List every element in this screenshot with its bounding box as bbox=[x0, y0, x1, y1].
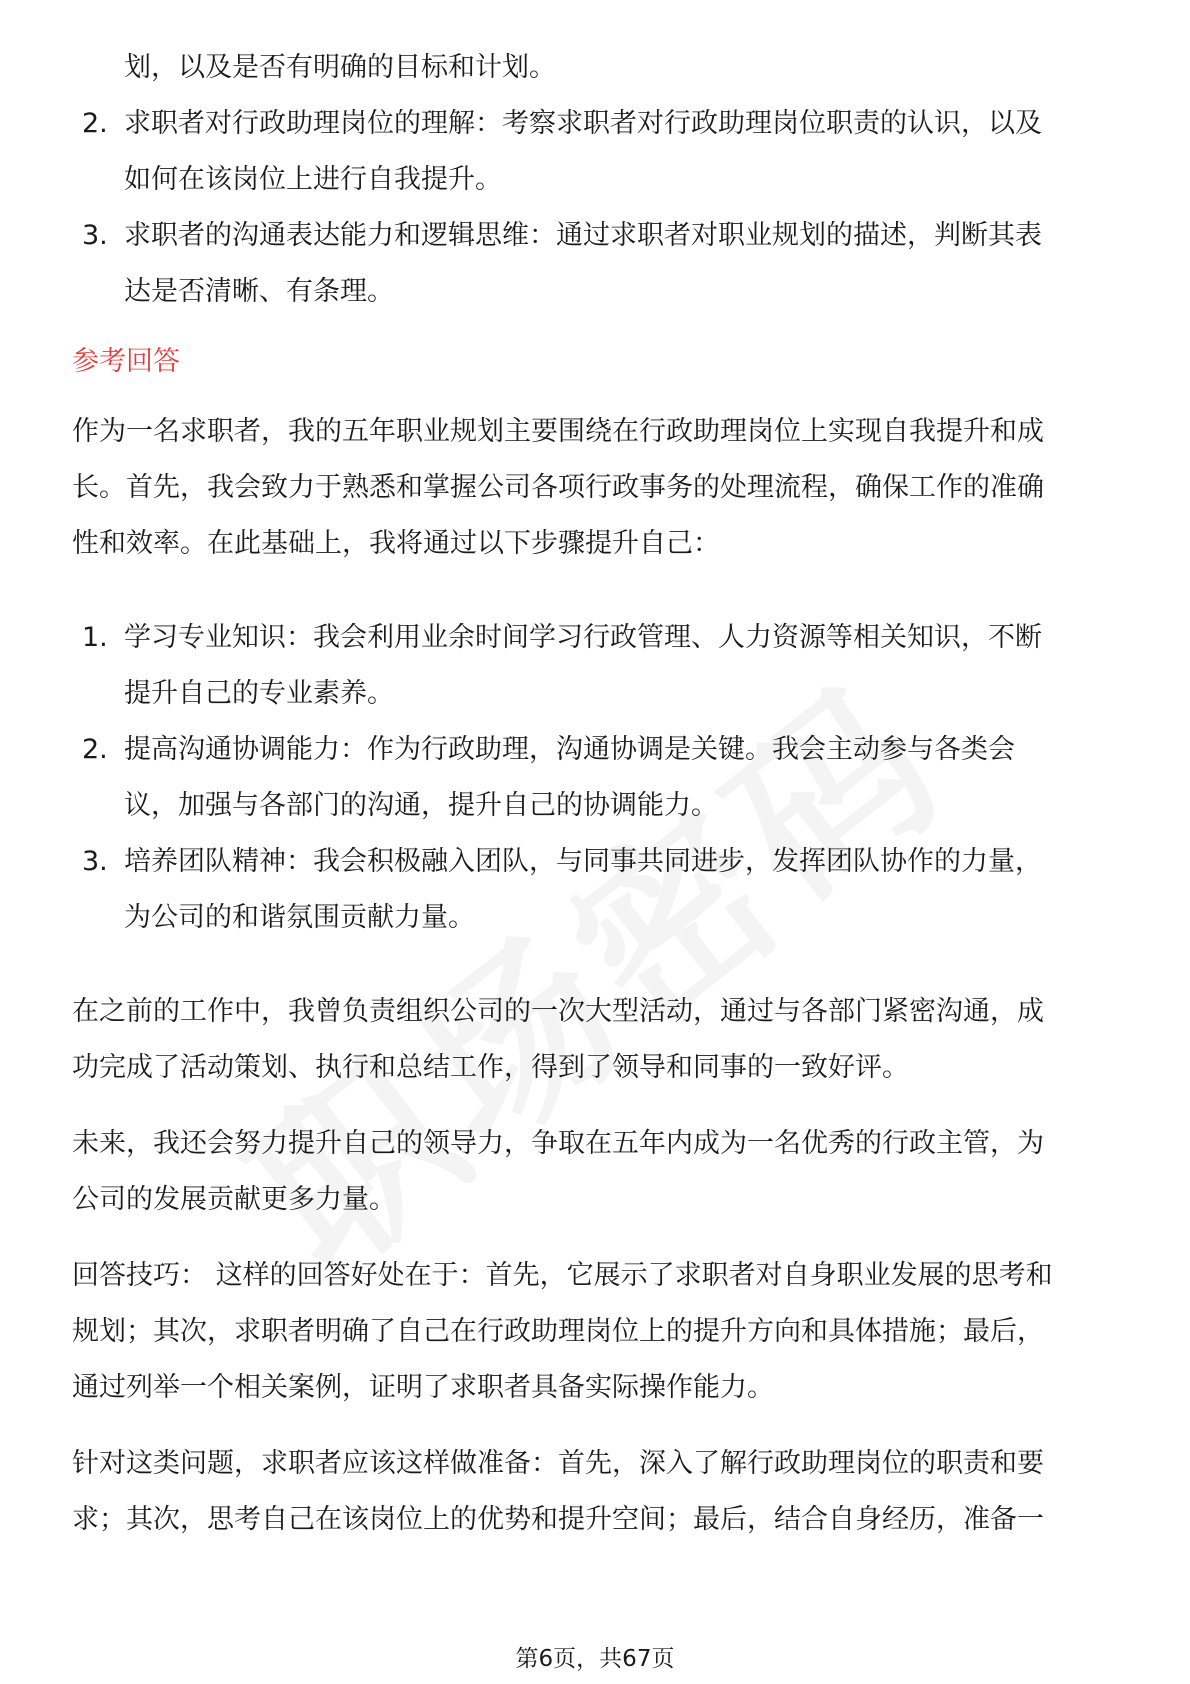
document-page bbox=[72, 40, 1120, 1568]
list-item bbox=[72, 96, 1120, 208]
page-footer: 第6页，共67页 bbox=[515, 1646, 675, 1672]
text-line: 为公司的和谐氛围贡献力量。 bbox=[124, 902, 475, 933]
text-line: 作为一名求职者，我的五年职业规划主要围绕在行政助理岗位上实现自我提升和成 bbox=[72, 416, 1044, 447]
text-line: 在之前的工作中，我曾负责组织公司的一次大型活动，通过与各部门紧密沟通，成 bbox=[72, 996, 1044, 1027]
text-line: 议，加强与各部门的沟通，提升自己的协调能力。 bbox=[124, 790, 718, 821]
text-line: 针对这类问题，求职者应该这样做准备：首先，深入了解行政助理岗位的职责和要 bbox=[72, 1448, 1044, 1479]
steps-list bbox=[72, 610, 1120, 946]
list-item bbox=[72, 834, 1120, 946]
text-line: 未来，我还会努力提升自己的领导力，争取在五年内成为一名优秀的行政主管，为 bbox=[72, 1128, 1044, 1159]
text-line: 通过列举一个相关案例，证明了求职者具备实际操作能力。 bbox=[72, 1372, 774, 1403]
text-line: 划，以及是否有明确的目标和计划。 bbox=[124, 52, 556, 83]
text-line: 性和效率。在此基础上，我将通过以下步骤提升自己： bbox=[72, 528, 720, 559]
list-number: 1. bbox=[82, 622, 108, 653]
text-line: 如何在该岗位上进行自我提升。 bbox=[124, 164, 502, 195]
experience-paragraph bbox=[72, 984, 1120, 1096]
text-line: 回答技巧： 这样的回答好处在于：首先，它展示了求职者对自身职业发展的思考和 bbox=[72, 1260, 1053, 1291]
list-number: 3. bbox=[82, 846, 108, 877]
list-number: 2. bbox=[82, 734, 108, 765]
future-paragraph bbox=[72, 1116, 1120, 1228]
list-item bbox=[72, 722, 1120, 834]
text-line: 达是否清晰、有条理。 bbox=[124, 276, 394, 307]
tips-paragraph bbox=[72, 1248, 1120, 1416]
answer-intro-paragraph bbox=[72, 404, 1120, 572]
list-number: 2. bbox=[82, 108, 108, 139]
text-line: 培养团队精神：我会积极融入团队，与同事共同进步，发挥团队协作的力量， bbox=[124, 846, 1042, 877]
text-line: 提高沟通协调能力：作为行政助理，沟通协调是关键。我会主动参与各类会 bbox=[124, 734, 1015, 765]
preparation-paragraph bbox=[72, 1436, 1120, 1548]
text-line: 求职者的沟通表达能力和逻辑思维：通过求职者对职业规划的描述，判断其表 bbox=[124, 220, 1042, 251]
text-line: 提升自己的专业素养。 bbox=[124, 678, 394, 709]
section-heading: 参考回答 bbox=[72, 346, 180, 377]
list-item bbox=[72, 610, 1120, 722]
text-line: 公司的发展贡献更多力量。 bbox=[72, 1184, 396, 1215]
list-number: 3. bbox=[82, 220, 108, 251]
text-line: 功完成了活动策划、执行和总结工作，得到了领导和同事的一致好评。 bbox=[72, 1052, 909, 1083]
text-line: 规划；其次，求职者明确了自己在行政助理岗位上的提升方向和具体措施；最后， bbox=[72, 1316, 1044, 1347]
criteria-list bbox=[72, 96, 1120, 320]
list-item-continuation bbox=[72, 40, 1120, 96]
text-line: 求职者对行政助理岗位的理解：考察求职者对行政助理岗位职责的认识，以及 bbox=[124, 108, 1042, 139]
text-line: 求；其次，思考自己在该岗位上的优势和提升空间；最后，结合自身经历，准备一 bbox=[72, 1504, 1044, 1535]
text-line: 学习专业知识：我会利用业余时间学习行政管理、人力资源等相关知识，不断 bbox=[124, 622, 1042, 653]
text-line: 长。首先，我会致力于熟悉和掌握公司各项行政事务的处理流程，确保工作的准确 bbox=[72, 472, 1044, 503]
list-item bbox=[72, 208, 1120, 320]
